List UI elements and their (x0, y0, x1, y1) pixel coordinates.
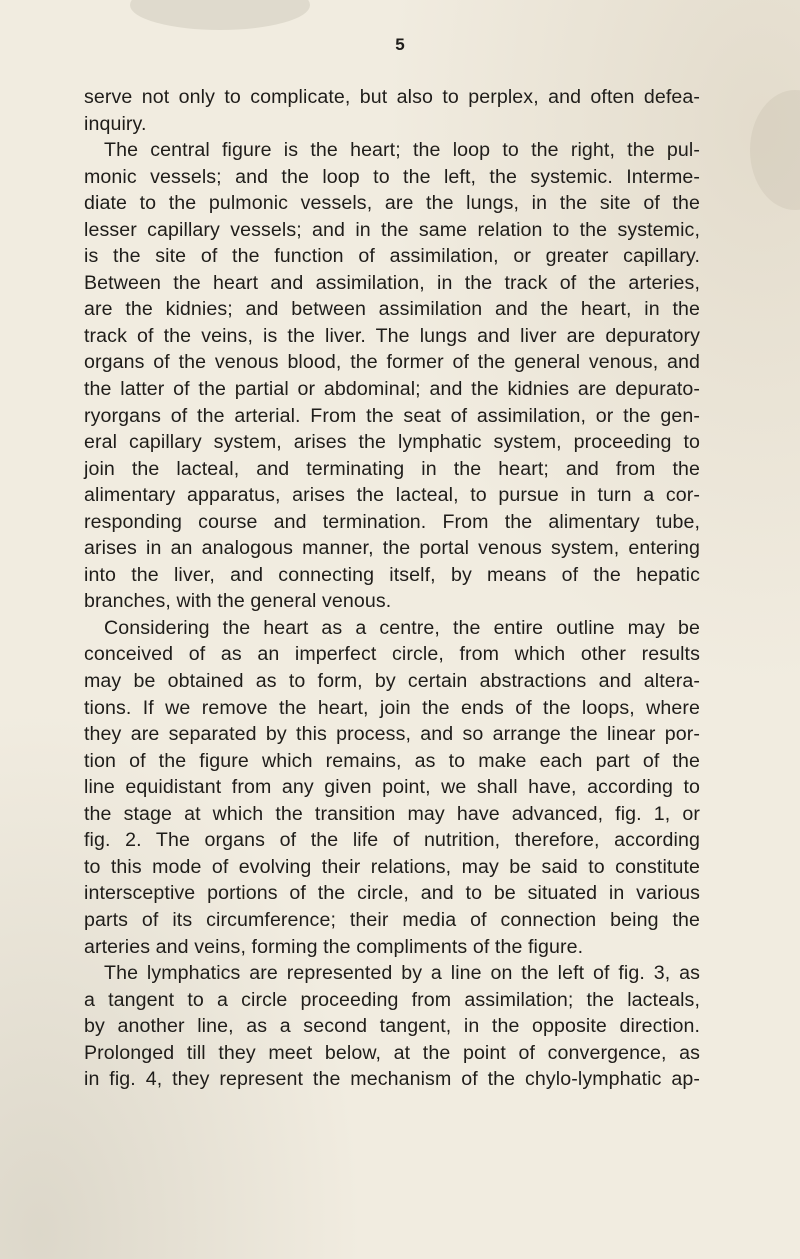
text-line: serve not only to complicate, but also to perplex, and often defea- (84, 86, 700, 108)
text-line: by another line, as a second tangent, in the opposite direction. (84, 1015, 700, 1038)
text-line: the latter of the partial or abdominal; and the kidnies are depurato- (84, 378, 700, 401)
body-text (84, 84, 700, 1093)
text-line: Considering the heart as a centre, the entire outline may be (104, 616, 700, 639)
text-line: diate to the pulmonic vessels, are the lungs, in the site of the (84, 192, 700, 215)
text-line: in fig. 4, they represent the mechanism of the chylo-lymphatic ap- (84, 1068, 700, 1091)
text-line: a tangent to a circle proceeding from assimilation; the lacteals, (84, 988, 700, 1011)
text-line: The lymphatics are represented by a line on the left of fig. 3, as (104, 962, 700, 985)
paper-stain-right (750, 90, 800, 210)
text-line: line equidistant from any given point, we shall have, according to (84, 776, 700, 799)
text-line: join the lacteal, and terminating in the heart; and from the (84, 457, 700, 480)
text-line: Between the heart and assimilation, in the track of the arteries, (84, 271, 700, 294)
text-line: organs of the venous blood, the former of the general venous, and (84, 351, 700, 374)
text-line: they are separated by this process, and so arrange the linear por- (84, 723, 700, 746)
text-line: The central figure is the heart; the loop to the right, the pul- (104, 139, 700, 162)
text-line: tion of the figure which remains, as to make each part of the (84, 749, 700, 772)
text-line: to this mode of evolving their relations, may be said to constitute (84, 855, 700, 878)
text-line: eral capillary system, arises the lymphatic system, proceeding to (84, 431, 700, 454)
text-line: track of the veins, is the liver. The lungs and liver are depuratory (84, 324, 700, 347)
text-line: arteries and veins, forming the compliments of the figure. (84, 935, 584, 958)
text-line: fig. 2. The organs of the life of nutrition, therefore, according (84, 829, 700, 852)
text-line: responding course and termination. From the alimentary tube, (84, 510, 700, 533)
text-line: lesser capillary vessels; and in the same relation to the systemic, (84, 218, 700, 241)
text-line: branches, with the general venous. (84, 590, 392, 613)
text-line: are the kidnies; and between assimilation and the heart, in the (84, 298, 700, 321)
text-line: into the liver, and connecting itself, by means of the hepatic (84, 563, 700, 586)
text-line: ryorgans of the arterial. From the seat of assimilation, or the gen- (84, 404, 700, 427)
text-line: parts of its circumference; their media of connection being the (84, 908, 700, 931)
paper-stain-top (130, 0, 310, 30)
text-line: arises in an analogous manner, the portal venous system, entering (84, 537, 700, 560)
text-line: monic vessels; and the loop to the left, the systemic. Interme- (84, 165, 700, 188)
page-number: 5 (395, 35, 405, 54)
text-line: tions. If we remove the heart, join the ends of the loops, where (84, 696, 700, 719)
text-line: conceived of as an imperfect circle, from which other results (84, 643, 700, 666)
text-line: Prolonged till they meet below, at the point of convergence, as (84, 1041, 700, 1064)
text-line: the stage at which the transition may have advanced, fig. 1, or (84, 802, 700, 825)
text-line: is the site of the function of assimilation, or greater capillary. (84, 245, 700, 268)
text-line: alimentary apparatus, arises the lacteal, to pursue in turn a cor- (84, 484, 700, 507)
text-line: may be obtained as to form, by certain abstractions and altera- (84, 670, 700, 693)
text-line: inquiry. (84, 112, 147, 135)
text-line: intersceptive portions of the circle, and to be situated in various (84, 882, 700, 905)
